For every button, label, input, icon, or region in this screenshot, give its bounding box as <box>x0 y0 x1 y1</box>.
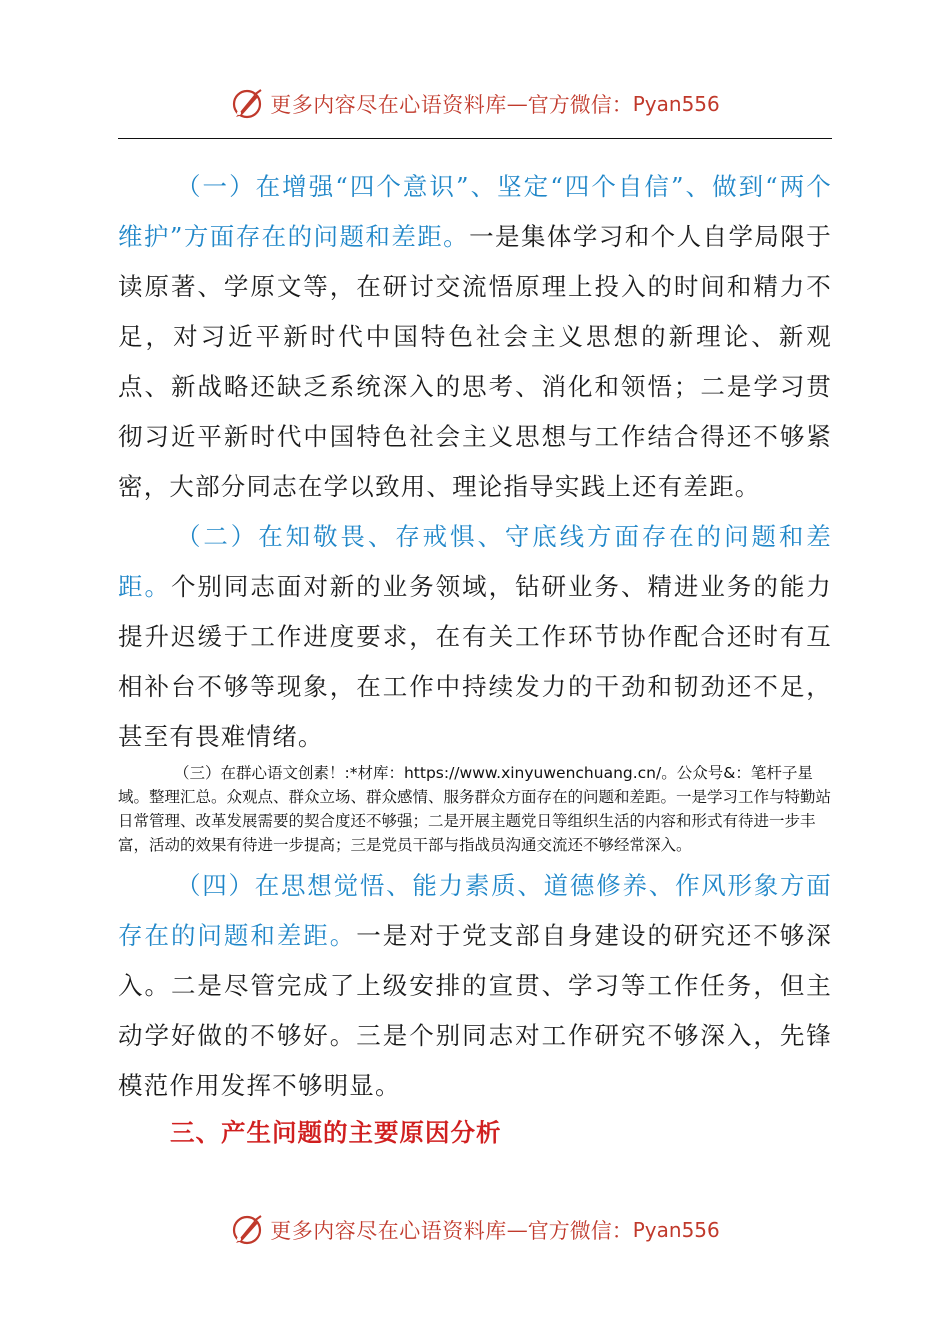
section-3-paragraph: （三）在群心语文创素！:*材库：https://www.xinyuwenchuang.cn/。公众号&：笔杆子星域。整理汇总。众观点、群众立场、群众感情、服务群众方面存在的问题和差距。一是学习工作与特勤站日常管理、改革发展需要的契合度还不够强；二是开展主题党日等组织生活的内容和形式有待进一步丰富，活动的效果有待进一步提高；三是党员干部与指战员沟通交流还不够经常深入。 <box>118 764 832 854</box>
header-banner <box>0 84 950 124</box>
section-4-heading: （四）在思想觉悟、能力素质、道德修养、作风形象方面存在的问题和差距。 <box>118 871 832 950</box>
header-divider <box>118 138 832 139</box>
section-1-body: 一是集体学习和个人自学局限于读原著、学原文等，在研讨交流悟原理上投入的时间和精力不足，对习近平新时代中国特色社会主义思想的新理论、新观点、新战略还缺乏系统深入的思考、消化和领悟；二是学习贯彻习近平新时代中国特色社会主义思想与工作结合得还不够紧密，大部分同志在学以致用、理论指导实践上还有差距。 <box>118 222 832 501</box>
quill-pen-logo-icon <box>230 87 264 121</box>
footer-contact-id: Pyan556 <box>632 1218 720 1242</box>
banner-contact-label: 官方微信： <box>527 93 633 117</box>
section-4-paragraph <box>118 861 832 1111</box>
section-2-body: 个别同志面对新的业务领域，钻研业务、精进业务的能力提升迟缓于工作进度要求，在有关工作环节协作配合还时有互相补台不够等现象，在工作中持续发力的干劲和韧劲还不足，甚至有畏难情绪。 <box>118 572 832 751</box>
footer-dash: — <box>506 1218 528 1242</box>
footer-contact-label: 官方微信： <box>527 1219 633 1243</box>
quill-pen-logo-icon <box>230 1213 264 1247</box>
section-4-body: 一是对于党支部自身建设的研究还不够深入。二是尽管完成了上级安排的宣贯、学习等工作任务，但主动学好做的不够好。三是个别同志对工作研究不够深入，先锋模范作用发挥不够明显。 <box>118 921 832 1100</box>
section-1-paragraph <box>118 162 832 512</box>
section-2-paragraph <box>118 512 832 762</box>
section-title: 三、产生问题的主要原因分析 <box>170 1118 502 1147</box>
section-2-heading: （二）在知敬畏、存戒惧、守底线方面存在的问题和差距。 <box>118 522 832 601</box>
banner-contact-id: Pyan556 <box>632 92 720 116</box>
footer-banner <box>0 1210 950 1250</box>
banner-brand: 更多内容尽在心语资料库 <box>270 93 507 117</box>
footer-brand: 更多内容尽在心语资料库 <box>270 1219 507 1243</box>
banner-dash: — <box>506 92 528 116</box>
section-1-heading: （一）在增强“四个意识”、坚定“四个自信”、做到“两个维护”方面存在的问题和差距。 <box>118 172 832 251</box>
